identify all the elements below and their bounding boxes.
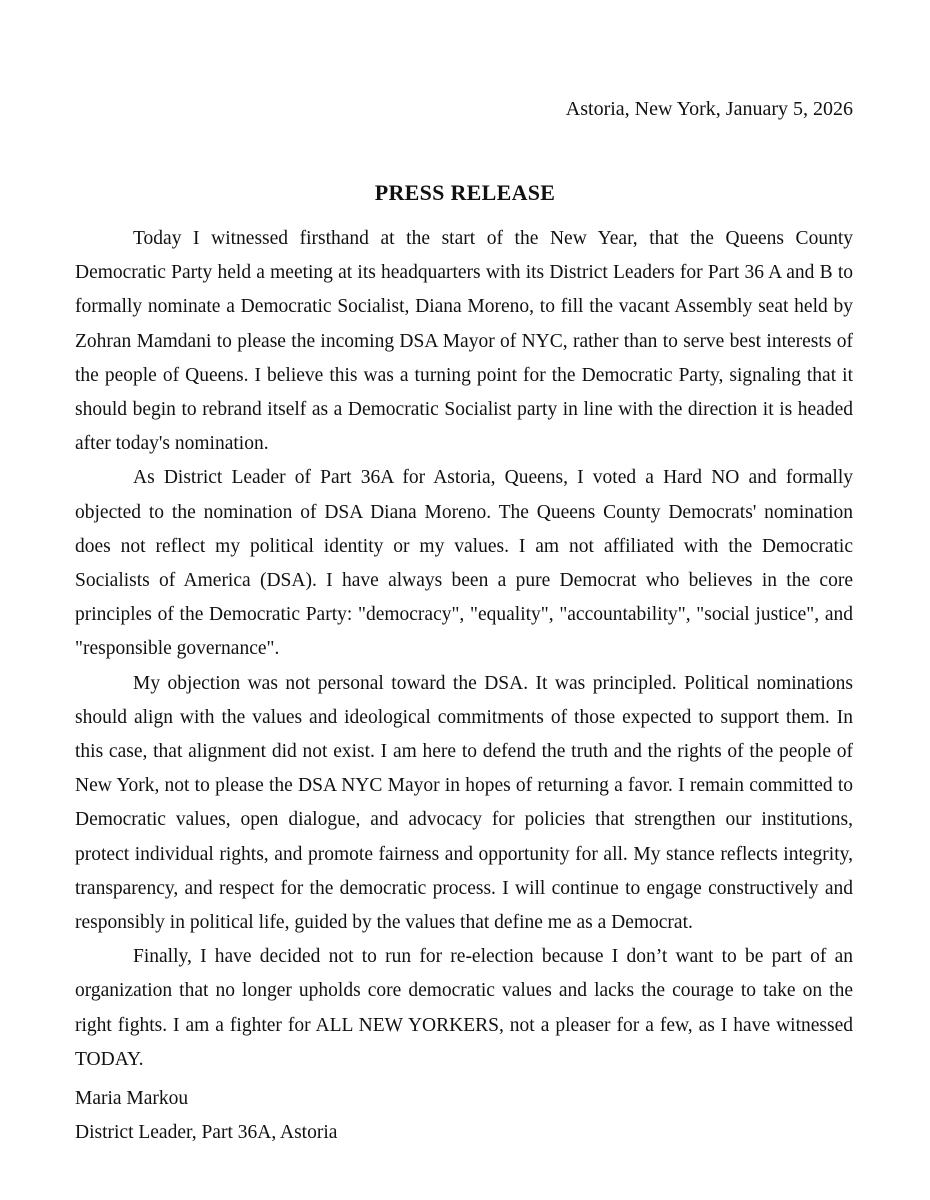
press-release-body <box>75 222 853 1077</box>
dateline: Astoria, New York, January 5, 2026 <box>565 98 853 120</box>
document-title: PRESS RELEASE <box>374 180 556 205</box>
paragraph-1: Today I witnessed firsthand at the start of the New Year, that the Queens County Democratic Party held a meeting at its headquarters with its District Leaders for Part 36 A and B to formally nominate a Democratic Socialist, Diana Moreno, to fill the vacant Assembly seat held by Zohran Mamdani to please the incoming DSA Mayor of NYC, rather than to serve best interests of the people of Queens. I believe this was a turning point for the Democratic Party, signaling that it should begin to rebrand itself as a Democratic Socialist party in line with the direction it is headed after today's nomination. <box>75 228 853 455</box>
paragraph-3: My objection was not personal toward the DSA. It was principled. Political nominations should align with the values and ideological commitments of those expected to support them. In this case, that alignment did not exist. I am here to defend the truth and the rights of the people of New York, not to please the DSA NYC Mayor in hopes of returning a favor. I remain committed to Democratic values, open dialogue, and advocacy for policies that strengthen our institutions, protect individual rights, and promote fairness and opportunity for all. My stance reflects integrity, transparency, and respect for the democratic process. I will continue to engage constructively and responsibly in political life, guided by the values that define me as a Democrat. <box>75 672 853 934</box>
signer-name: Maria Markou <box>75 1088 189 1109</box>
signature-block <box>75 1082 337 1150</box>
paragraph-4: Finally, I have decided not to run for re-election because I don’t want to be part of an organization that no longer upholds core democratic values and lacks the courage to take on the right fights. I am a fighter for ALL NEW YORKERS, not a pleaser for a few, as I have witnessed TODAY. <box>75 946 853 1070</box>
paragraph-2: As District Leader of Part 36A for Astoria, Queens, I voted a Hard NO and formally objected to the nomination of DSA Diana Moreno. The Queens County Democrats' nomination does not reflect my political identity or my values. I am not affiliated with the Democratic Socialists of America (DSA). I have always been a pure Democrat who believes in the core principles of the Democratic Party: "democracy", "equality", "accountability", "social justice", and "responsible governance". <box>75 467 853 660</box>
signer-role: District Leader, Part 36A, Astoria <box>75 1122 338 1143</box>
